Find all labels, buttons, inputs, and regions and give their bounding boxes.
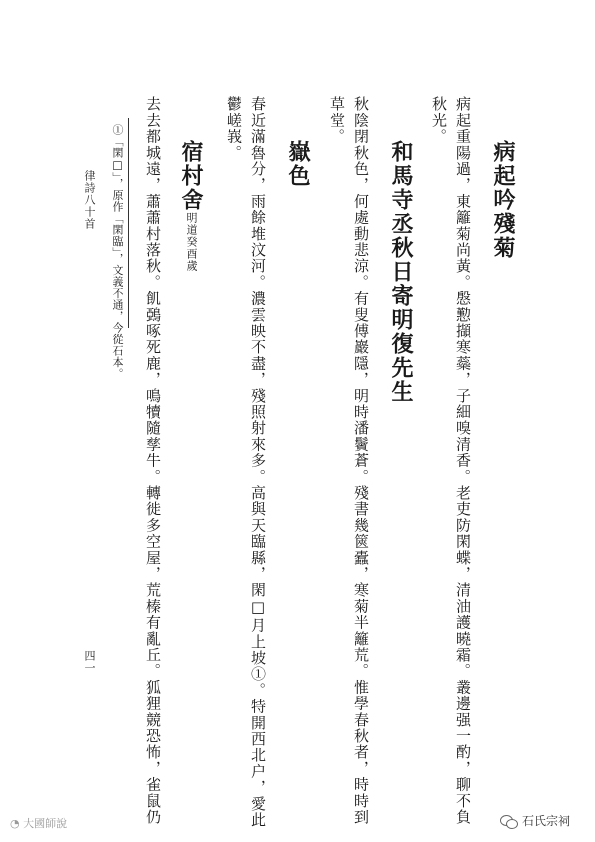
wechat-icon (500, 814, 518, 828)
poem-title-1: 病起吟殘菊 (490, 140, 516, 260)
poem-line: 病起重陽過，東籬菊尚黃。慇懃擷寒蘂，子細嗅清香。老吏防閑蝶，清油護曉霜。叢邊强一酌，聊不負 (454, 96, 472, 825)
poem-line: 秋陰閉秋色，何處動悲涼。有叟傅巖隱，明時潘鬢蒼。殘書幾篋蠹，寒菊半籬荒。惟學春秋者，時時到 (352, 96, 370, 825)
footnote-separator (128, 118, 129, 328)
poem-line: 鬱嵯峩。 (225, 96, 243, 161)
watermark-right (500, 812, 570, 829)
poem-line: 秋光。 (430, 96, 448, 145)
page-number: 四一 (83, 650, 96, 674)
poem-title-4-wrap (180, 140, 202, 272)
running-header: 律詩八十首 (83, 170, 96, 230)
poem-title-4-date: 明道癸酉歲 (185, 212, 198, 272)
poem-title-2: 和馬寺丞秋日寄明復先生 (388, 140, 414, 404)
poem-title-3: 嶽色 (285, 140, 311, 188)
poem-line: 草堂。 (328, 96, 346, 145)
poem-line: 春近滿魯分，雨餘堆汶河。濃雲映不盡，殘照射來多。高與天臨縣，閑□月上坡①。特開西北户，愛此 (249, 96, 267, 828)
poem-line: 去去都城遠，蕭蕭村落秋。飢鵶啄死鹿，鳴犢隨孳牛。轉徙多空屋，荒榛有亂丘。狐狸競恐怖，雀鼠仍 (144, 96, 162, 825)
watermark-right-text: 石氏宗祠 (522, 814, 571, 828)
footnote: ①「閑□」，原作「閑臨」，文義不通，今從石本。 (111, 124, 124, 380)
watermark-left-text: 大國師說 (23, 817, 68, 830)
weibo-like-icon: ◔ (10, 817, 20, 830)
watermark-left (10, 815, 67, 831)
poem-title-4: 宿村舍 (178, 140, 204, 212)
